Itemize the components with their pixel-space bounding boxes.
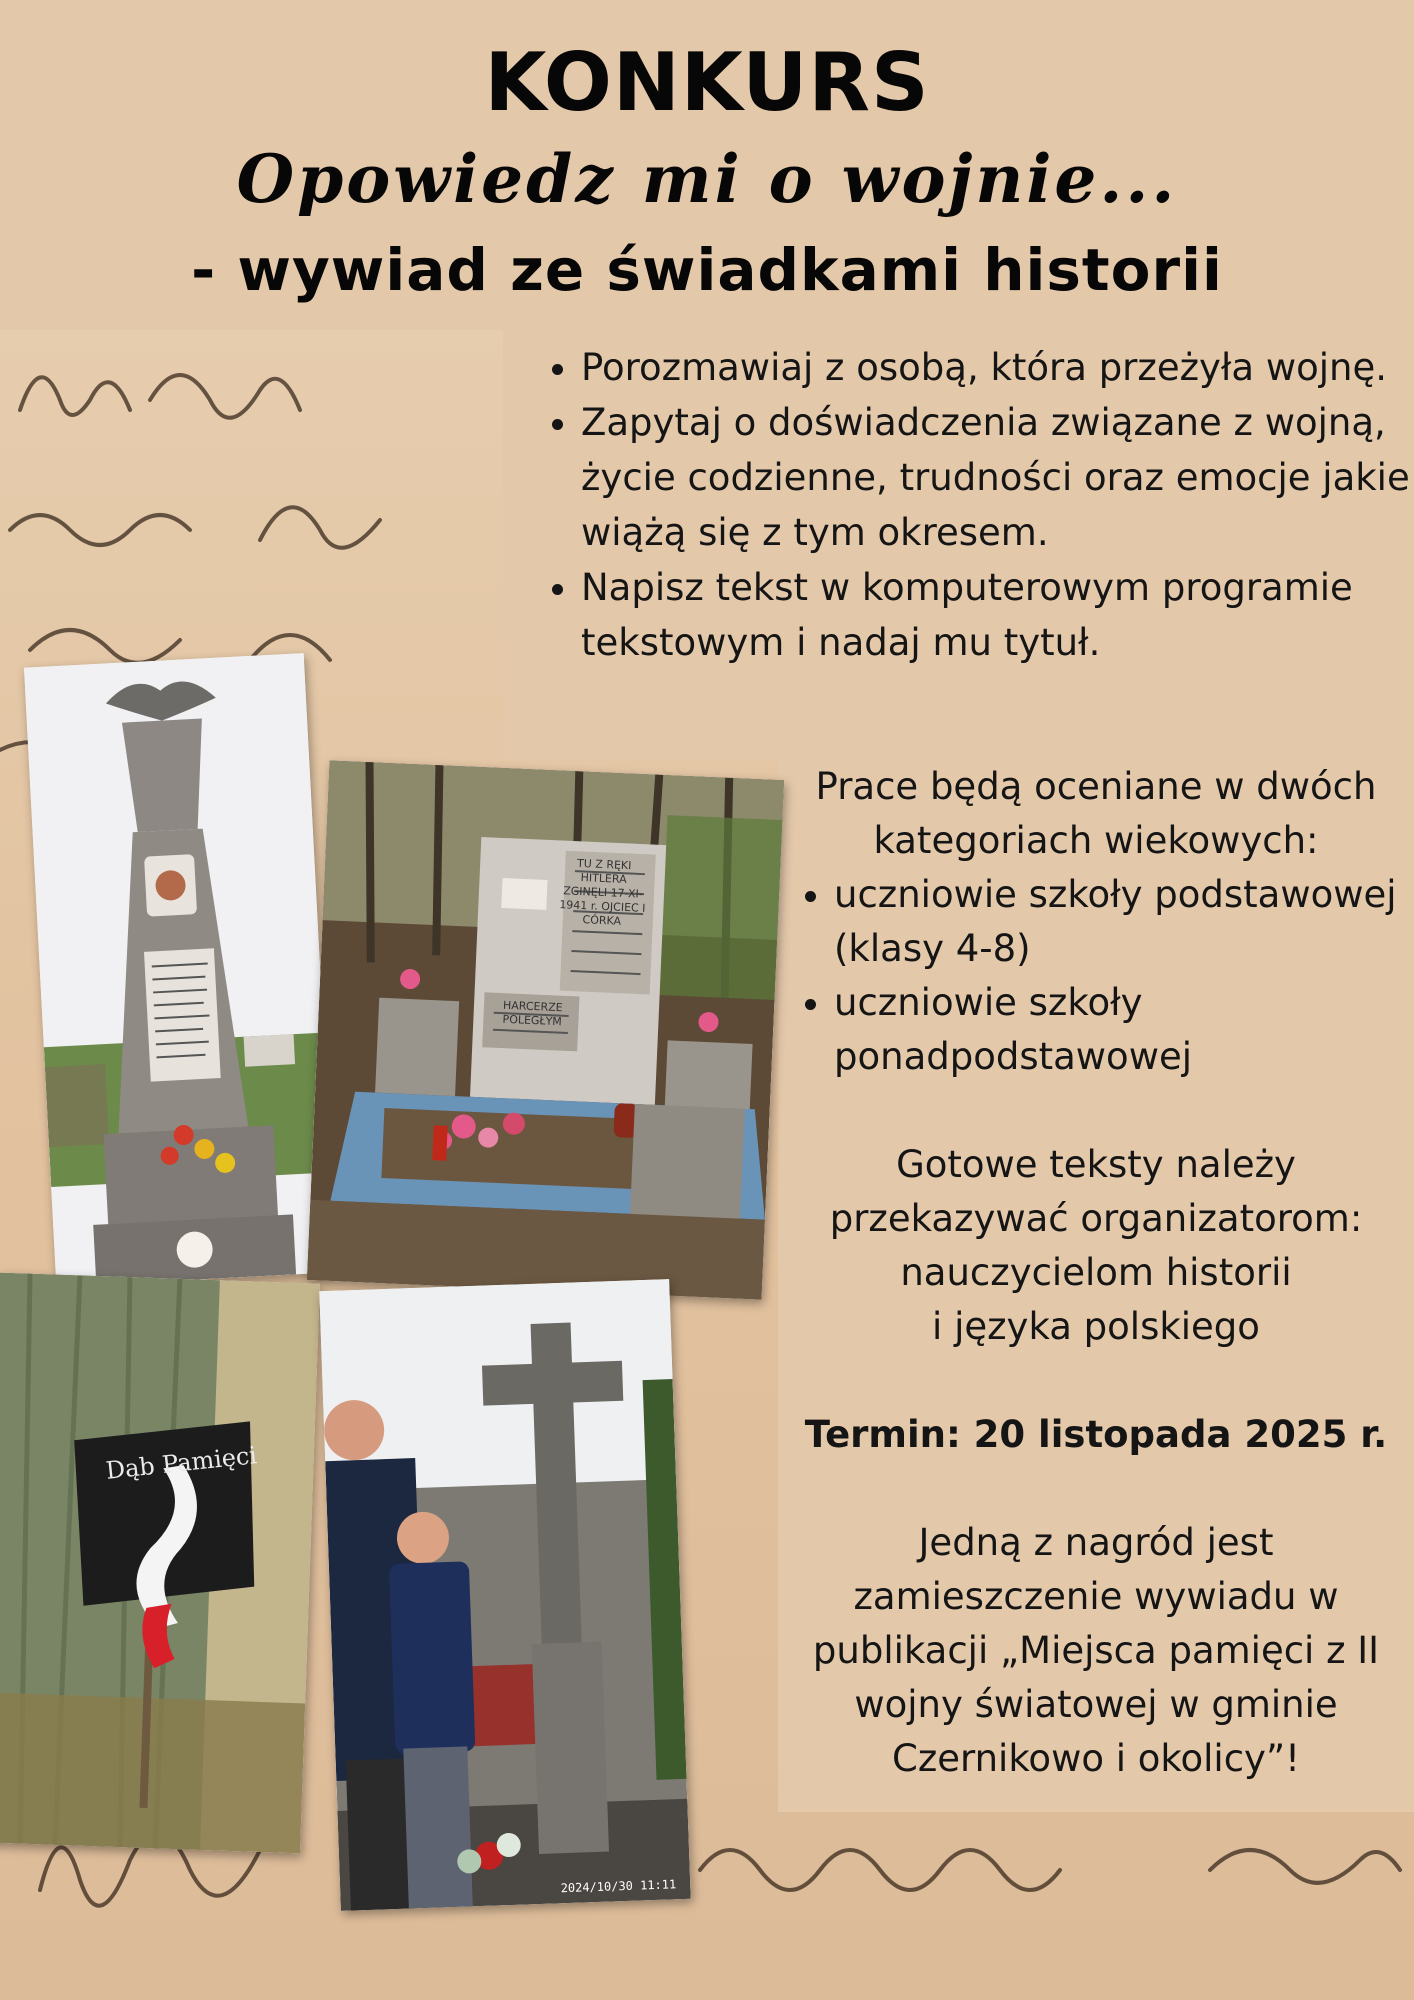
memorial-plaque-text: TU Z RĘKI HITLERA ZGINĘLI 17-XI-1941 r. OJCIEC I CÓRKA: [559, 856, 646, 928]
forest-memorial-photo: [307, 760, 784, 1299]
instruction-item: • Zapytaj o doświadczenia związane z wojną, życie codzienne, trudności oraz emocje jakie wiążą się z tym okresem.: [581, 395, 1414, 560]
contest-title: KONKURS: [484, 36, 930, 129]
deadline: Termin: 20 listopada 2025 r.: [804, 1413, 1388, 1456]
photo-timestamp: 2024/10/30 11:11: [560, 1877, 677, 1896]
cemetery-visit-photo: [319, 1279, 690, 1911]
info-panel: [778, 760, 1414, 1812]
prize-text: Jedną z nagród jest zamieszczenie wywiadu w publikacji „Miejsca pamięci z II wojny światowej w gminie Czernikowo i okolicy”!: [812, 1521, 1380, 1780]
instruction-item: • Porozmawiaj z osobą, która przeżyła wojnę.: [581, 340, 1414, 395]
age-category-item: • uczniowie szkoły podstawowej (klasy 4-8): [834, 868, 1408, 976]
instructions-list: [531, 340, 1414, 670]
obelisk-monument-photo: [24, 653, 336, 1287]
tree-sign-label: Dąb Pamięci: [104, 1441, 259, 1485]
submission-line: Gotowe teksty należy przekazywać organizatorom:: [829, 1143, 1363, 1240]
memorial-plaque-bottom-text: HARCERZE POLEGŁYM: [502, 998, 563, 1029]
submission-line: i języka polskiego: [932, 1305, 1260, 1348]
instruction-item: • Napisz tekst w komputerowym programie tekstowym i nadaj mu tytuł.: [581, 560, 1414, 670]
evaluation-intro: Prace będą oceniane w dwóch kategoriach wiekowych:: [815, 765, 1377, 862]
age-categories-list: [784, 868, 1408, 1084]
memorial-oak-photo: [0, 1273, 320, 1854]
submission-line: nauczycielom historii: [900, 1251, 1292, 1294]
contest-tagline: - wywiad ze świadkami historii: [191, 236, 1223, 304]
header: [0, 0, 1414, 330]
instructions-panel: [503, 330, 1414, 760]
contest-subtitle: Opowiedz mi o wojnie...: [236, 140, 1178, 218]
age-category-item: • uczniowie szkoły ponadpodstawowej: [834, 976, 1408, 1084]
